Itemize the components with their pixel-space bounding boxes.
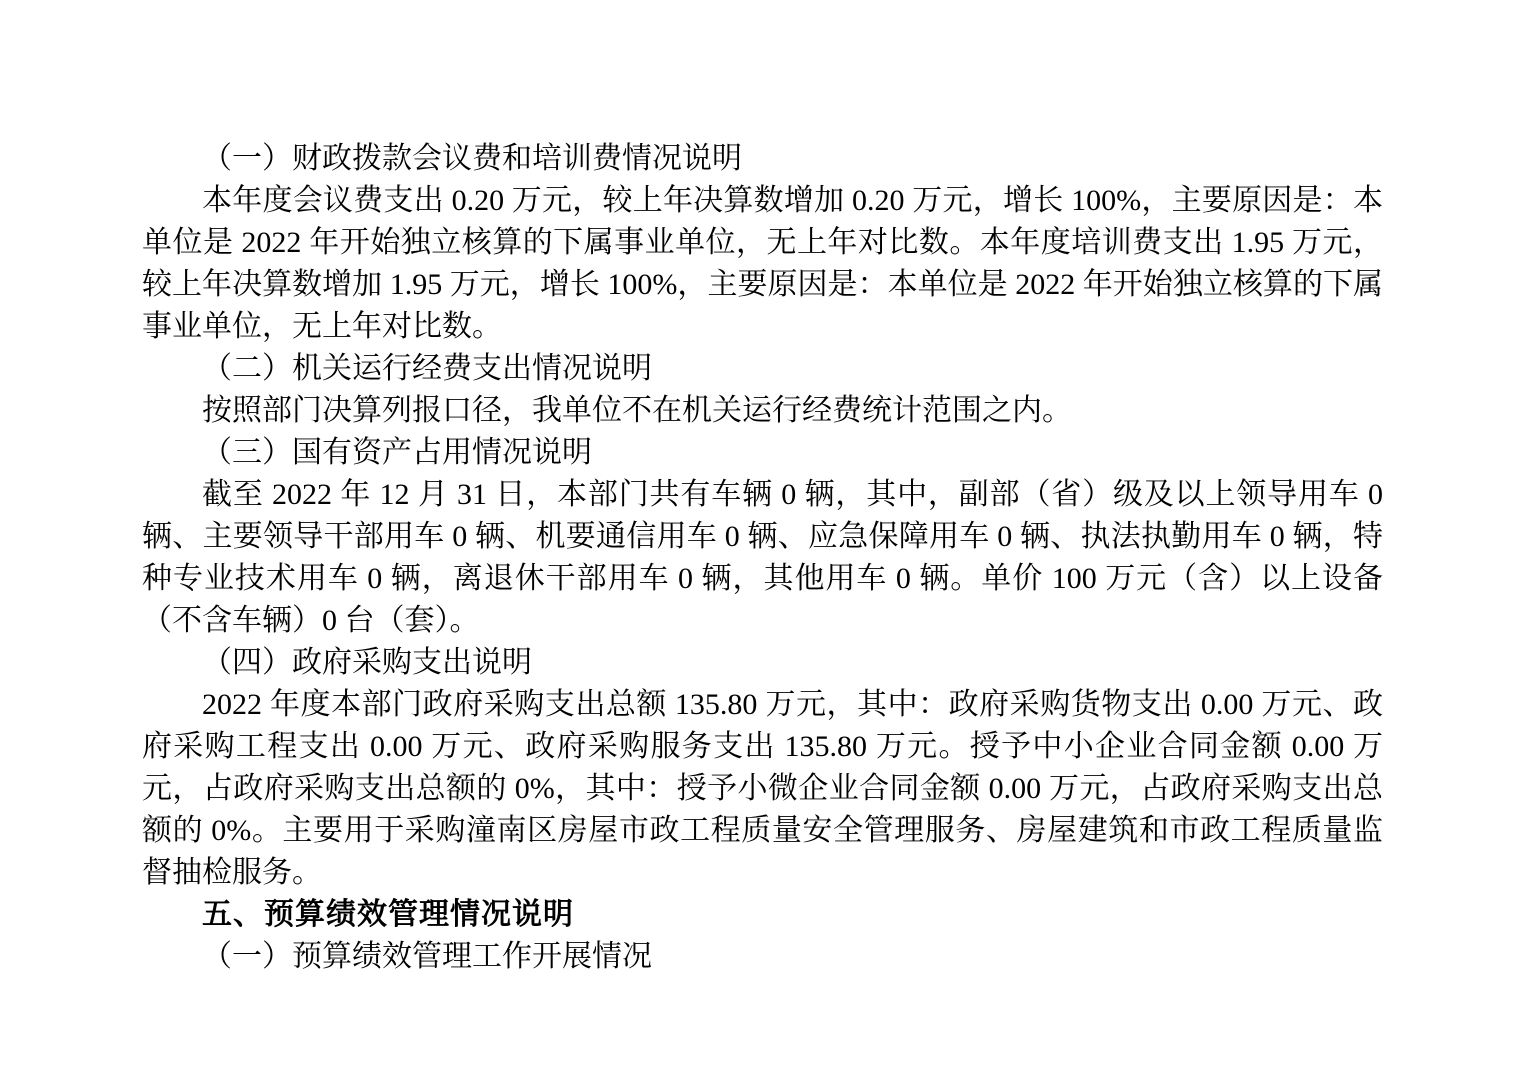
section-heading-budget-performance-management: 五、预算绩效管理情况说明	[202, 898, 574, 931]
paragraph-meeting-training-fee-detail: 本年度会议费支出 0.20 万元，较上年决算数增加 0.20 万元，增长 100%，主要原因是：本单位是 2022 年开始独立核算的下属事业单位，无上年对比数。本年度培训费支出 1.95 万元，较上年决算数增加 1.95 万元，增长 100%，主要原因是：本单位是 2022 年开始独立核算的下属事业单位，无上年对比数。	[142, 184, 1383, 343]
subheading-government-procurement: （四）政府采购支出说明	[202, 646, 532, 679]
subheading-fiscal-meeting-training-fee: （一）财政拨款会议费和培训费情况说明	[202, 142, 742, 175]
document-content	[142, 138, 1383, 978]
paragraph-agency-operating-expense-detail: 按照部门决算列报口径，我单位不在机关运行经费统计范围之内。	[202, 394, 1072, 427]
paragraph-state-owned-assets-detail: 截至 2022 年 12 月 31 日，本部门共有车辆 0 辆，其中，副部（省）级及以上领导用车 0 辆、主要领导干部用车 0 辆、机要通信用车 0 辆、应急保障用车 0 辆、执法执勤用车 0 辆，特种专业技术用车 0 辆，离退休干部用车 0 辆，其他用车 0 辆。单价 100 万元（含）以上设备（不含车辆）0 台（套）。	[142, 478, 1383, 637]
subheading-agency-operating-expense: （二）机关运行经费支出情况说明	[202, 352, 652, 385]
subheading-state-owned-assets: （三）国有资产占用情况说明	[202, 436, 592, 469]
subheading-budget-performance-work: （一）预算绩效管理工作开展情况	[202, 940, 652, 973]
paragraph-government-procurement-detail: 2022 年度本部门政府采购支出总额 135.80 万元，其中：政府采购货物支出 0.00 万元、政府采购工程支出 0.00 万元、政府采购服务支出 135.80 万元。授予中小企业合同金额 0.00 万元，占政府采购支出总额的 0%，其中：授予小微企业合同金额 0.00 万元，占政府采购支出总额的 0%。主要用于采购潼南区房屋市政工程质量安全管理服务、房屋建筑和市政工程质量监督抽检服务。	[142, 688, 1383, 889]
